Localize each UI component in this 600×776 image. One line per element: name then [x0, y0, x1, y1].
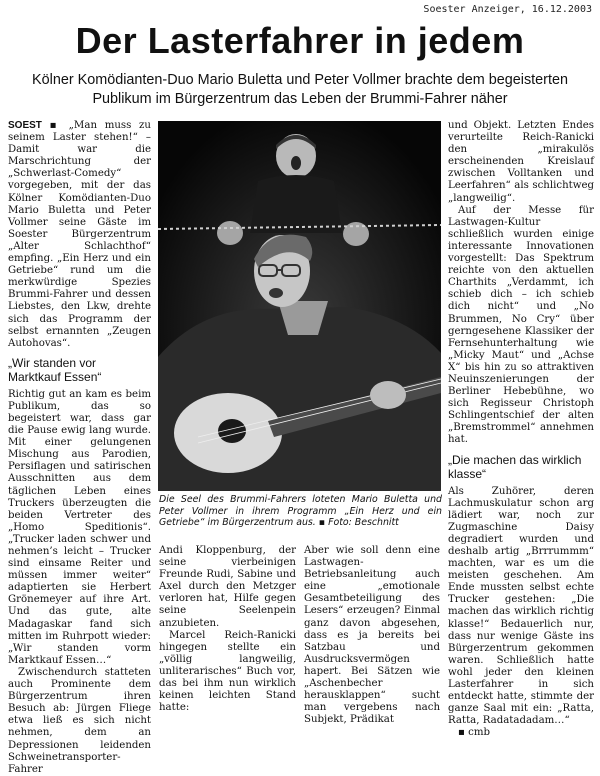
paragraph: Als Zuhörer, deren Lachmuskulatur schon arg lädiert war, noch zur Zugmaschine Daisy degradiert wurden und deshalb artig „Brrrummm“ machten, war es um die meisten geschehen. Am Ende mussten selbst echte Trucker gestehen: „Die machen das wirklich richtig klasse!“ Bedauerlich nur, dass nur wenige Gäste ins Bürgerzentrum gekommen waren. Schließlich hatte wohl jeder den kleinen Lasterfahrer in sich entdeckt hatte, stimmte der ganze Saal mit ein: „Ratta, Ratta, Radatadadam…“	[448, 485, 594, 727]
masthead: Soester Anzeiger, 16.12.2003	[423, 4, 592, 15]
subheadline: Kölner Komödianten-Duo Mario Buletta und Peter Vollmer brachte dem begeisterten Publikum im Bürgerzentrum das Leben der Brummi-Fahrer näher	[32, 72, 568, 107]
paragraph: Marcel Reich-Ranicki hingegen stellte ein „völlig langweilig, unliterarisches“ Buch vor, das bei ihm nun wirklich keinen leichten Stand hatte:	[159, 629, 296, 714]
article-column-3	[304, 545, 440, 726]
headline: Der Lasterfahrer in jedem	[75, 20, 525, 61]
photo-caption: Die Seel des Brummi-Fahrers loteten Mario Buletta und Peter Vollmer in ihrem Programm „Ein Herz und ein Getriebe“ im Bürgerzentrum aus. ▪ Foto: Beschnitt	[159, 494, 442, 528]
paragraph: und Objekt. Letzten Endes verurteilte Reich-Ranicki den „mirakulös erscheinenden Kreislauf zwischen Volltanken und Leerfahren“ als schlichtweg „langweilig“.	[448, 120, 594, 204]
paragraph: Auf der Messe für Lastwagen-Kultur schließlich wurden einige interessante Innovationen vorgestellt: Das Spektrum reichte von den aktuellen Charthits „Verdammt, ich schieb dich – ich schieb dich nicht“ und „No Brummen, No Cry“ über gerngesehene Klassiker der Fernsehunterhaltung wie „Micky Maut“ und „Achse X“ bis hin zu so attraktiven Neuinszenierungen der Berliner Hebebühne, wo sich Regisseur Christoph Schlingentschief der alten „Bremstrommel“ annehmen hat.	[448, 204, 594, 446]
paragraph: Zwischendurch statteten auch Prominente dem Bürgerzentrum ihren Besuch ab: Jürgen Fliege etwa ließ es sich nicht nehmen, dem an Depressionen leidenden Schweinetransporter-Fahrer	[8, 666, 151, 775]
article-column-1	[8, 120, 151, 776]
section-heading-1: „Wir standen vor Marktkauf Essen“	[8, 355, 102, 384]
intro-paragraph: SOEST ▪ „Man muss zu seinem Laster stehen!“ – Damit war die Marschrichtung der „Schwerlast-Comedy“ vorgegeben, mit der das Kölner Komödianten-Duo Mario Buletta und Peter Vollmer seine Gäste im Soester Bürgerzentrum „Alter Schlachthof“ empfing. „Ein Herz und ein Getriebe“ rund um die merkwürdige Spezies Brummi-Fahrer und dessen Liebstes, den Lkw, drehte sich das Programm der selbst ernannten „Zeugen Autohovas“.	[8, 120, 151, 349]
article-column-2	[159, 545, 296, 714]
section-heading-2: „Die machen das wirklich klasse“	[448, 452, 582, 481]
article-column-4	[448, 120, 594, 740]
dateline: SOEST	[8, 120, 42, 131]
author-signature: ▪ cmb	[458, 727, 491, 739]
paragraph: Andi Kloppenburg, der seine vierbeinigen Freunde Rudi, Sabine und Axel durch den Metzger verloren hat, Hilfe gegen seine Seelenpein anzubieten.	[159, 545, 296, 629]
concert-photo	[158, 121, 441, 491]
intro-text: „Man muss zu seinem Laster stehen!“ – Damit war die Marschrichtung der „Schwerlast-Comedy“ vorgegeben, mit der das Kölner Komödianten-Duo Mario Buletta und Peter Vollmer seine Gäste im Soester Bürgerzentrum „Alter Schlachthof“ empfing. „Ein Herz und ein Getriebe“ rund um die merkwürdige Spezies Brummi-Fahrer und dessen Liebstes, den Lkw, drehte sich das Programm der selbst ernannten „Zeugen Autohovas“.	[8, 120, 151, 349]
paragraph: Aber wie soll denn eine Lastwagen-Betriebsanleitung auch eine „emotionale Gesamtbeteiligung des Lesers“ erzeugen? Einmal ganz davon abgesehen, dass es ja bereits bei Satzbau und Ausdrucksvermögen hapert. Bei Sätzen wie „Aschenbecher herausklappen“ sucht man vergebens nach Subjekt, Prädikat	[304, 545, 440, 726]
performers-image	[158, 121, 441, 491]
paragraph: Richtig gut an kam es beim Publikum, das so begeistert war, dass gar die Pause ewig lang wurde. Mit einer gelungenen Mischung aus Parodien, Persiflagen und satirischen Ausschnitten aus dem täglichen Leben eines Truckers überzeugten die beiden Vertreter des „Homo Speditionis“. „Trucker laden schwer und nehmen’s leicht – Trucker sind einsame Reiter und müssen immer weiter“ adaptierten sie Herbert Grönemeyer auf ihre Art. Und das gute, alte Madagaskar fand sich mitten im Ruhrpott wieder: „Wir standen vorm Marktkauf Essen…“	[8, 388, 151, 666]
